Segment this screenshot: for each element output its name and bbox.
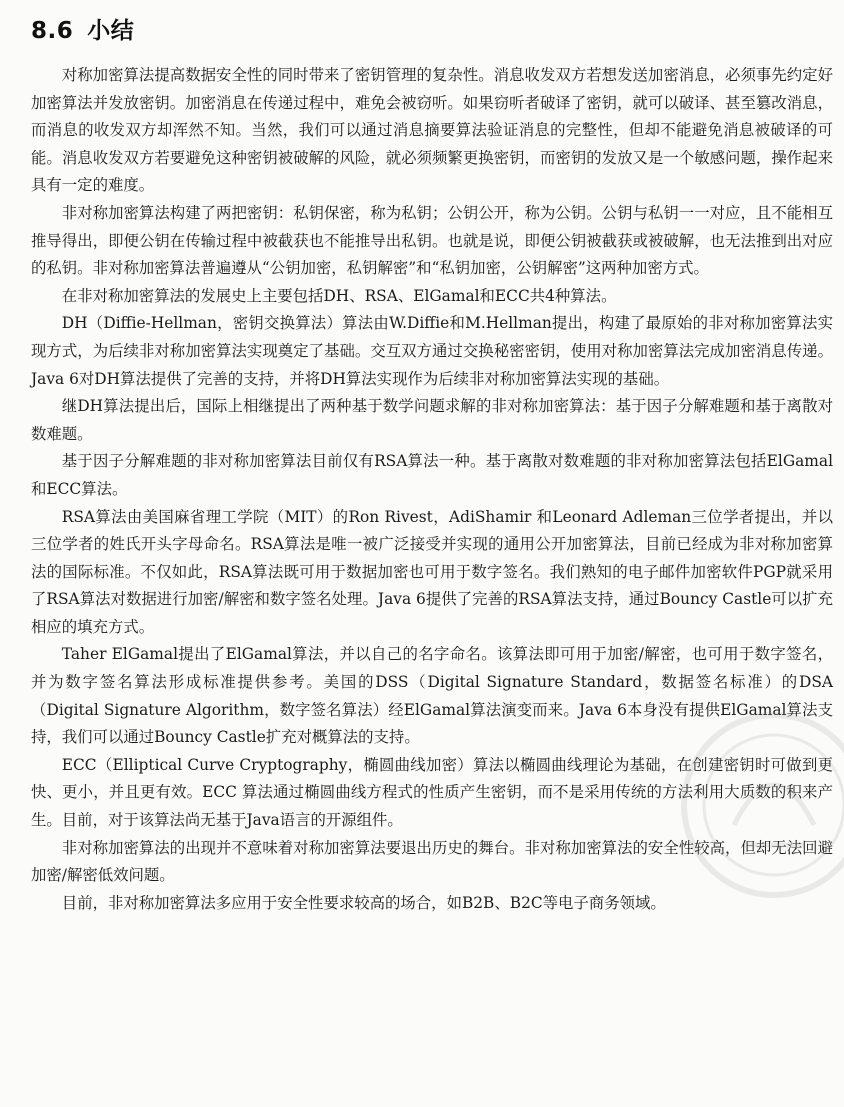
section-heading (31, 12, 134, 45)
paragraph-1: 对称加密算法提高数据安全性的同时带来了密钥管理的复杂性。消息收发双方若想发送加密消息，必须事先约定好加密算法并发放密钥。加密消息在传递过程中，难免会被窃听。如果窃听者破译了密钥，就可以破译、甚至篡改消息，而消息的收发双方却浑然不知。当然，我们可以通过消息摘要算法验证消息的完整性，但却不能避免消息被破译的可能。消息收发双方若要避免这种密钥被破解的风险，就必须频繁更换密钥，而密钥的发放又是一个敏感问题，操作起来具有一定的难度。 (31, 66, 833, 195)
paragraph-6: 基于因子分解难题的非对称加密算法目前仅有RSA算法一种。基于离散对数难题的非对称加密算法包括ElGamal和ECC算法。 (31, 452, 833, 498)
section-number: 8.6 (31, 18, 74, 44)
paragraph-2: 非对称加密算法构建了两把密钥：私钥保密，称为私钥；公钥公开，称为公钥。公钥与私钥一一对应，且不能相互推导得出，即便公钥在传输过程中被截获也不能推导出私钥。也就是说，即便公钥被截获或被破解，也无法推到出对应的私钥。非对称加密算法普遍遵从“公钥加密，私钥解密”和“私钥加密，公钥解密”这两种加密方式。 (31, 203, 833, 278)
paragraph-5: 继DH算法提出后，国际上相继提出了两种基于数学问题求解的非对称加密算法：基于因子分解难题和基于离散对数难题。 (31, 397, 833, 443)
paragraph-3: 在非对称加密算法的发展史上主要包括DH、RSA、ElGamal和ECC共4种算法。 (61, 286, 617, 305)
paragraph-7: RSA算法由美国麻省理工学院（MIT）的Ron Rivest，AdiShamir 和Leonard Adleman三位学者提出，并以三位学者的姓氏开头字母命名。RSA算法是唯一被广泛接受并实现的通用公开加密算法，目前已经成为非对称加密算法的国际标准。不仅如此，RSA算法既可用于数据加密也可用于数字签名。我们熟知的电子邮件加密软件PGP就采用了RSA算法对数据进行加密/解密和数字签名处理。Java 6提供了完善的RSA算法支持，通过Bouncy Castle可以扩充相应的填充方式。 (31, 507, 833, 636)
watermark-seal-icon (674, 705, 844, 905)
paragraph-4: DH（Diffie-Hellman，密钥交换算法）算法由W.Diffie和M.Hellman提出，构建了最原始的非对称加密算法实现方式，为后续非对称加密算法实现奠定了基础。交互双方通过交换秘密密钥，使用对称加密算法完成加密消息传递。Java 6对DH算法提供了完善的支持，并将DH算法实现作为后续非对称加密算法实现的基础。 (31, 314, 833, 388)
paragraph-11: 目前，非对称加密算法多应用于安全性要求较高的场合，如B2B、B2C等电子商务领域。 (61, 893, 666, 912)
paragraph-10: 非对称加密算法的出现并不意味着对称加密算法要退出历史的舞台。非对称加密算法的安全性较高，但却无法回避加密/解密低效问题。 (31, 838, 833, 885)
paragraph-8: Taher ElGamal提出了ElGamal算法，并以自己的名字命名。该算法即可用于加密/解密，也可用于数字签名，并为数字签名算法形成标准提供参考。美国的DSS（Digital Signature Standard，数据签名标准）的DSA（Digital Signature Algorithm，数字签名算法）经ElGamal算法演变而来。Java 6本身没有提供ElGamal算法支持，我们可以通过Bouncy Castle扩充对概算法的支持。 (31, 645, 833, 747)
paragraph-9: ECC（Elliptical Curve Cryptography，椭圆曲线加密）算法以椭圆曲线理论为基础，在创建密钥时可做到更快、更小，并且更有效。ECC 算法通过椭圆曲线方程式的性质产生密钥，而不是采用传统的方法利用大质数的积来产生。目前，对于该算法尚无基于Java语言的开源组件。 (31, 755, 833, 830)
section-title: 小结 (87, 18, 135, 44)
